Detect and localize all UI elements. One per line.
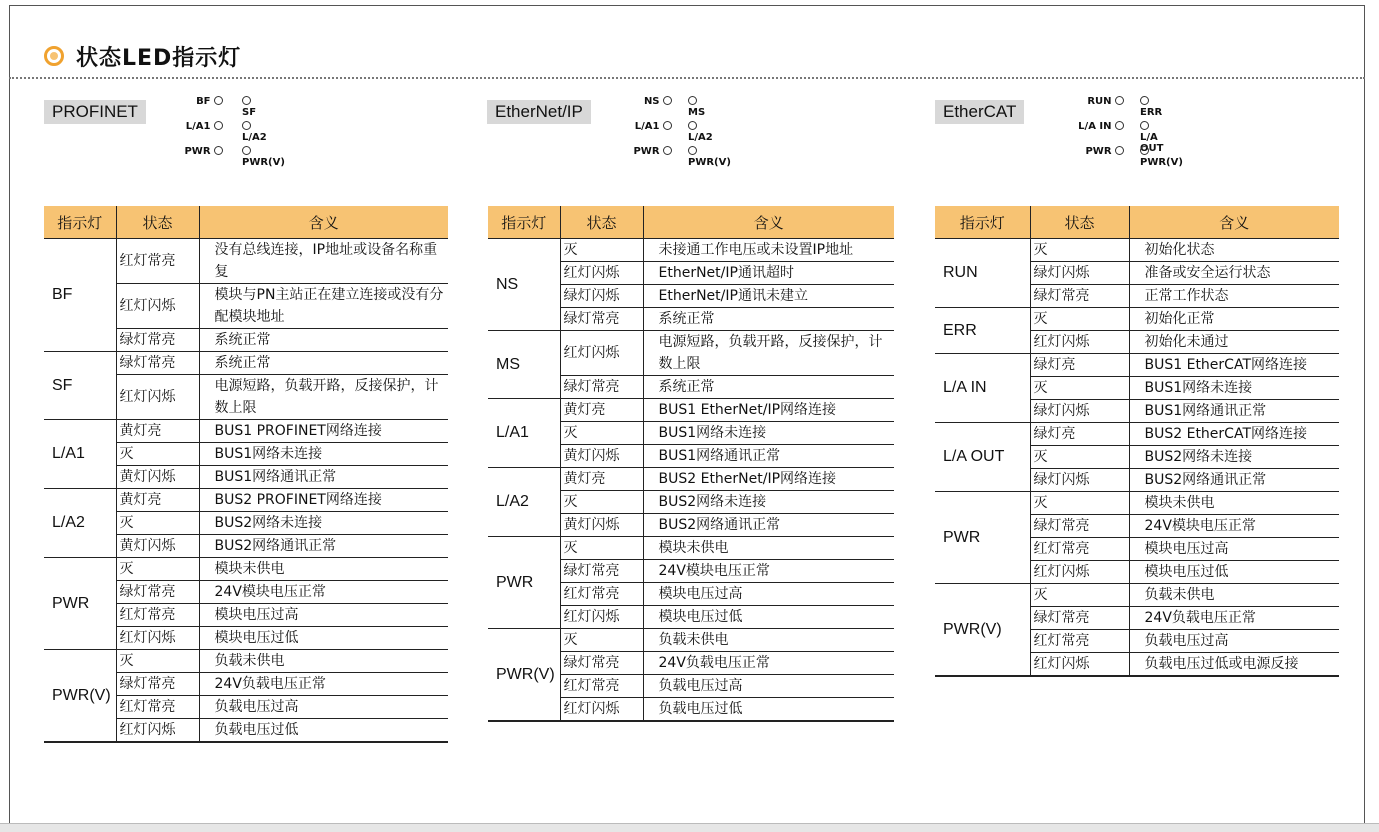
state-cell: 红灯常亮 xyxy=(1030,630,1129,653)
state-cell: 灭 xyxy=(1030,239,1129,262)
state-cell: 红灯闪烁 xyxy=(560,262,643,285)
protocol-label: EtherNet/IP xyxy=(487,100,591,124)
meaning-cell: 模块未供电 xyxy=(643,537,894,560)
meaning-cell: 系统正常 xyxy=(199,352,448,375)
led-ring-icon xyxy=(1140,146,1149,155)
state-cell: 灭 xyxy=(560,422,643,445)
state-cell: 绿灯闪烁 xyxy=(1030,262,1129,285)
state-cell: 灭 xyxy=(1030,584,1129,607)
indicator-name: PWR xyxy=(488,537,560,629)
table-row xyxy=(488,537,894,560)
meaning-cell: 负载未供电 xyxy=(1129,584,1339,607)
meaning-cell: 模块未供电 xyxy=(1129,492,1339,515)
state-cell: 红灯闪烁 xyxy=(1030,331,1129,354)
meaning-cell: BUS2 EtherNet/IP网络连接 xyxy=(643,468,894,491)
table-row xyxy=(488,468,894,491)
table-row xyxy=(44,558,448,581)
state-cell: 红灯闪烁 xyxy=(116,375,199,420)
header-state: 状态 xyxy=(560,206,643,239)
header-state: 状态 xyxy=(1030,206,1129,239)
table-header-row xyxy=(488,206,894,239)
meaning-cell: BUS1网络通讯正常 xyxy=(199,466,448,489)
led-ring-icon xyxy=(1140,121,1149,130)
meaning-cell: 初始化未通过 xyxy=(1129,331,1339,354)
meaning-cell: 模块电压过高 xyxy=(1129,538,1339,561)
state-cell: 灭 xyxy=(116,650,199,673)
meaning-cell: 模块与PN主站正在建立连接或没有分配模块地址 xyxy=(199,284,448,329)
led-ring-icon xyxy=(688,96,697,105)
led-label: ERR xyxy=(1140,107,1163,118)
led-label: PWR(V) xyxy=(242,157,285,168)
led-label: PWR xyxy=(1085,146,1112,157)
indicator-name: RUN xyxy=(935,239,1030,308)
table-row xyxy=(935,354,1339,377)
meaning-cell: EtherNet/IP通讯未建立 xyxy=(643,285,894,308)
state-cell: 红灯常亮 xyxy=(1030,538,1129,561)
indicator-name: PWR(V) xyxy=(44,650,116,743)
bullet-ring-icon xyxy=(44,46,64,66)
header-meaning: 含义 xyxy=(199,206,448,239)
led-ring-icon xyxy=(663,96,672,105)
meaning-cell: 模块未供电 xyxy=(199,558,448,581)
led-label: L/A2 xyxy=(688,132,713,143)
indicator-name: PWR(V) xyxy=(935,584,1030,677)
indicator-name: PWR xyxy=(935,492,1030,584)
state-cell: 红灯闪烁 xyxy=(560,698,643,722)
meaning-cell: 24V模块电压正常 xyxy=(1129,515,1339,538)
meaning-cell: BUS2网络未连接 xyxy=(199,512,448,535)
dotted-divider xyxy=(9,77,1365,79)
meaning-cell: 电源短路，负载开路，反接保护，计数上限 xyxy=(643,331,894,376)
indicator-name: SF xyxy=(44,352,116,420)
led-label: L/A OUT xyxy=(1140,132,1164,154)
state-cell: 红灯常亮 xyxy=(116,696,199,719)
led-table xyxy=(488,206,894,722)
header-indicator: 指示灯 xyxy=(488,206,560,239)
meaning-cell: 正常工作状态 xyxy=(1129,285,1339,308)
led-label: PWR(V) xyxy=(1140,157,1183,168)
table-row xyxy=(488,629,894,652)
state-cell: 绿灯常亮 xyxy=(560,308,643,331)
meaning-cell: 模块电压过低 xyxy=(643,606,894,629)
meaning-cell: 负载电压过高 xyxy=(1129,630,1339,653)
state-cell: 绿灯闪烁 xyxy=(1030,400,1129,423)
state-cell: 红灯闪烁 xyxy=(116,719,199,743)
meaning-cell: 准备或安全运行状态 xyxy=(1129,262,1339,285)
table-row xyxy=(935,423,1339,446)
led-label: RUN xyxy=(1087,96,1112,107)
led-label: L/A IN xyxy=(1078,121,1112,132)
led-ring-icon xyxy=(688,146,697,155)
meaning-cell: BUS2 PROFINET网络连接 xyxy=(199,489,448,512)
meaning-cell: 24V模块电压正常 xyxy=(643,560,894,583)
protocol-label: EtherCAT xyxy=(935,100,1024,124)
led-ring-icon xyxy=(1140,96,1149,105)
table-row xyxy=(44,650,448,673)
table-row xyxy=(935,584,1339,607)
meaning-cell: 24V负载电压正常 xyxy=(1129,607,1339,630)
led-ring-icon xyxy=(242,121,251,130)
indicator-name: L/A2 xyxy=(488,468,560,537)
indicator-name: L/A OUT xyxy=(935,423,1030,492)
state-cell: 灭 xyxy=(1030,377,1129,400)
state-cell: 绿灯常亮 xyxy=(560,560,643,583)
meaning-cell: 负载电压过低 xyxy=(643,698,894,722)
meaning-cell: BUS1 EtherCAT网络连接 xyxy=(1129,354,1339,377)
meaning-cell: 负载电压过高 xyxy=(199,696,448,719)
state-cell: 绿灯常亮 xyxy=(560,652,643,675)
indicator-name: ERR xyxy=(935,308,1030,354)
state-cell: 灭 xyxy=(560,629,643,652)
indicator-name: L/A1 xyxy=(44,420,116,489)
table-row xyxy=(488,239,894,262)
meaning-cell: 系统正常 xyxy=(643,308,894,331)
meaning-cell: 模块电压过低 xyxy=(1129,561,1339,584)
state-cell: 绿灯常亮 xyxy=(116,673,199,696)
indicator-name: BF xyxy=(44,239,116,352)
state-cell: 灭 xyxy=(1030,492,1129,515)
table-row xyxy=(935,308,1339,331)
state-cell: 绿灯常亮 xyxy=(116,352,199,375)
led-label: PWR(V) xyxy=(688,157,731,168)
led-ring-icon xyxy=(242,96,251,105)
meaning-cell: EtherNet/IP通讯超时 xyxy=(643,262,894,285)
led-ring-icon xyxy=(663,146,672,155)
meaning-cell: BUS1网络通讯正常 xyxy=(643,445,894,468)
header-indicator: 指示灯 xyxy=(44,206,116,239)
meaning-cell: BUS2 EtherCAT网络连接 xyxy=(1129,423,1339,446)
table-row xyxy=(488,331,894,376)
header-meaning: 含义 xyxy=(1129,206,1339,239)
state-cell: 黄灯闪烁 xyxy=(116,535,199,558)
meaning-cell: 电源短路，负载开路，反接保护，计数上限 xyxy=(199,375,448,420)
meaning-cell: BUS2网络通讯正常 xyxy=(1129,469,1339,492)
meaning-cell: 负载未供电 xyxy=(199,650,448,673)
state-cell: 绿灯闪烁 xyxy=(560,285,643,308)
meaning-cell: 模块电压过高 xyxy=(643,583,894,606)
state-cell: 灭 xyxy=(116,558,199,581)
protocol-label: PROFINET xyxy=(44,100,146,124)
led-ring-icon xyxy=(1115,146,1124,155)
state-cell: 红灯常亮 xyxy=(560,583,643,606)
meaning-cell: 负载未供电 xyxy=(643,629,894,652)
state-cell: 红灯闪烁 xyxy=(1030,561,1129,584)
indicator-name: PWR xyxy=(44,558,116,650)
bottom-scroll-strip xyxy=(0,823,1379,832)
state-cell: 灭 xyxy=(560,491,643,514)
state-cell: 红灯常亮 xyxy=(560,675,643,698)
state-cell: 绿灯常亮 xyxy=(1030,607,1129,630)
table-row xyxy=(935,239,1339,262)
led-label: SF xyxy=(242,107,257,118)
header-meaning: 含义 xyxy=(643,206,894,239)
state-cell: 红灯闪烁 xyxy=(560,331,643,376)
state-cell: 绿灯常亮 xyxy=(1030,515,1129,538)
meaning-cell: 未接通工作电压或未设置IP地址 xyxy=(643,239,894,262)
state-cell: 黄灯亮 xyxy=(560,399,643,422)
meaning-cell: BUS1网络未连接 xyxy=(1129,377,1339,400)
meaning-cell: 负载电压过高 xyxy=(643,675,894,698)
state-cell: 绿灯常亮 xyxy=(1030,285,1129,308)
meaning-cell: 系统正常 xyxy=(643,376,894,399)
led-label: BF xyxy=(196,96,211,107)
meaning-cell: 负载电压过低 xyxy=(199,719,448,743)
led-label: PWR xyxy=(633,146,660,157)
state-cell: 红灯常亮 xyxy=(116,239,199,284)
meaning-cell: 系统正常 xyxy=(199,329,448,352)
state-cell: 黄灯亮 xyxy=(116,489,199,512)
meaning-cell: BUS2网络通讯正常 xyxy=(643,514,894,537)
meaning-cell: 24V负载电压正常 xyxy=(199,673,448,696)
meaning-cell: 初始化状态 xyxy=(1129,239,1339,262)
state-cell: 绿灯常亮 xyxy=(560,376,643,399)
state-cell: 红灯闪烁 xyxy=(1030,653,1129,677)
state-cell: 黄灯亮 xyxy=(116,420,199,443)
indicator-name: L/A IN xyxy=(935,354,1030,423)
state-cell: 灭 xyxy=(116,512,199,535)
state-cell: 灭 xyxy=(560,537,643,560)
state-cell: 绿灯常亮 xyxy=(116,329,199,352)
meaning-cell: 初始化正常 xyxy=(1129,308,1339,331)
state-cell: 红灯常亮 xyxy=(116,604,199,627)
meaning-cell: BUS1网络通讯正常 xyxy=(1129,400,1339,423)
meaning-cell: 负载电压过低或电源反接 xyxy=(1129,653,1339,677)
table-row xyxy=(488,399,894,422)
led-label: L/A2 xyxy=(242,132,267,143)
section-header xyxy=(44,38,241,74)
led-table xyxy=(935,206,1339,677)
header-state: 状态 xyxy=(116,206,199,239)
indicator-name: L/A1 xyxy=(488,399,560,468)
led-ring-icon xyxy=(214,121,223,130)
state-cell: 红灯闪烁 xyxy=(560,606,643,629)
indicator-name: NS xyxy=(488,239,560,331)
led-ring-icon xyxy=(688,121,697,130)
meaning-cell: 模块电压过高 xyxy=(199,604,448,627)
table-header-row xyxy=(935,206,1339,239)
meaning-cell: BUS1 EtherNet/IP网络连接 xyxy=(643,399,894,422)
state-cell: 绿灯闪烁 xyxy=(1030,469,1129,492)
led-ring-icon xyxy=(214,146,223,155)
state-cell: 灭 xyxy=(1030,446,1129,469)
indicator-name: PWR(V) xyxy=(488,629,560,722)
state-cell: 灭 xyxy=(116,443,199,466)
table-row xyxy=(44,420,448,443)
led-label: NS xyxy=(643,96,660,107)
state-cell: 黄灯闪烁 xyxy=(560,514,643,537)
indicator-name: MS xyxy=(488,331,560,399)
table-row xyxy=(44,489,448,512)
meaning-cell: BUS2网络未连接 xyxy=(1129,446,1339,469)
meaning-cell: BUS2网络通讯正常 xyxy=(199,535,448,558)
led-label: L/A1 xyxy=(185,121,211,132)
led-label: MS xyxy=(688,107,706,118)
led-ring-icon xyxy=(1115,96,1124,105)
state-cell: 红灯闪烁 xyxy=(116,627,199,650)
state-cell: 绿灯常亮 xyxy=(116,581,199,604)
meaning-cell: 24V模块电压正常 xyxy=(199,581,448,604)
header-indicator: 指示灯 xyxy=(935,206,1030,239)
led-label: PWR xyxy=(184,146,211,157)
table-row xyxy=(44,239,448,284)
led-ring-icon xyxy=(1115,121,1124,130)
led-ring-icon xyxy=(242,146,251,155)
meaning-cell: BUS2网络未连接 xyxy=(643,491,894,514)
meaning-cell: 模块电压过低 xyxy=(199,627,448,650)
state-cell: 灭 xyxy=(1030,308,1129,331)
led-label: L/A1 xyxy=(634,121,660,132)
meaning-cell: 没有总线连接，IP地址或设备名称重复 xyxy=(199,239,448,284)
state-cell: 灭 xyxy=(560,239,643,262)
state-cell: 红灯闪烁 xyxy=(116,284,199,329)
table-row xyxy=(935,492,1339,515)
indicator-name: L/A2 xyxy=(44,489,116,558)
state-cell: 绿灯亮 xyxy=(1030,423,1129,446)
meaning-cell: BUS1 PROFINET网络连接 xyxy=(199,420,448,443)
table-header-row xyxy=(44,206,448,239)
page-title: 状态LED指示灯 xyxy=(76,45,242,71)
led-table xyxy=(44,206,448,743)
meaning-cell: BUS1网络未连接 xyxy=(199,443,448,466)
led-ring-icon xyxy=(663,121,672,130)
state-cell: 黄灯闪烁 xyxy=(116,466,199,489)
led-ring-icon xyxy=(214,96,223,105)
meaning-cell: 24V负载电压正常 xyxy=(643,652,894,675)
state-cell: 黄灯闪烁 xyxy=(560,445,643,468)
state-cell: 绿灯亮 xyxy=(1030,354,1129,377)
table-row xyxy=(44,352,448,375)
meaning-cell: BUS1网络未连接 xyxy=(643,422,894,445)
state-cell: 黄灯亮 xyxy=(560,468,643,491)
